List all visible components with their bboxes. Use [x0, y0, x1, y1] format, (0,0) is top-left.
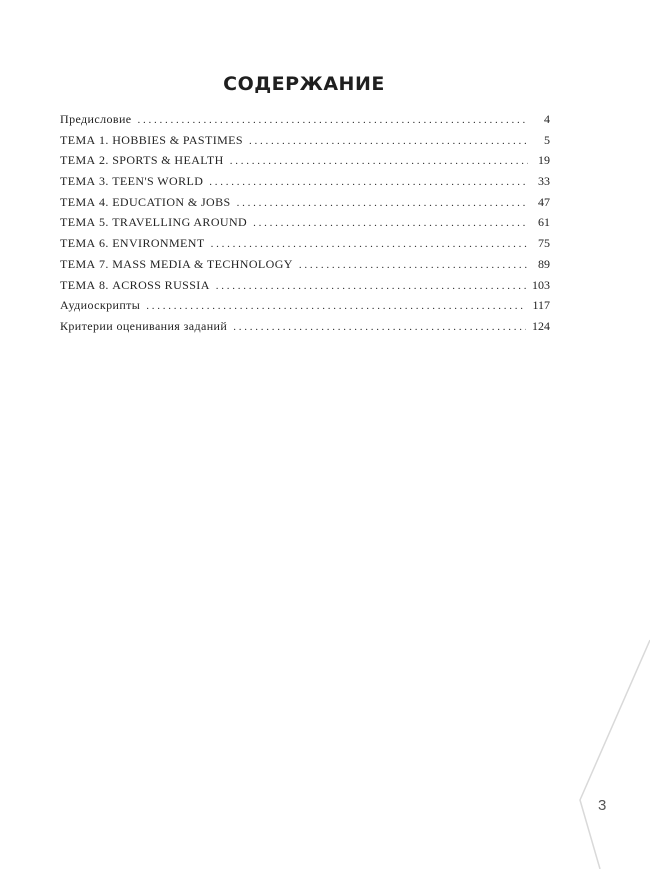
toc-entry-page: 19: [538, 153, 550, 168]
toc-entry[interactable]: [60, 150, 550, 171]
toc-leader-dots: [299, 255, 528, 276]
toc-leader-dots: [237, 193, 528, 214]
toc-entry-page: 89: [538, 256, 550, 271]
toc-entry-page: 61: [538, 215, 550, 230]
toc-entry[interactable]: [60, 316, 550, 337]
toc-leader-dots: [146, 296, 526, 317]
toc-leader-dots: [138, 110, 529, 131]
toc-entry-label: ТЕМА 8. ACROSS RUSSIA: [60, 277, 210, 292]
toc-leader-dots: [233, 317, 526, 338]
toc-entry-label: ТЕМА 7. MASS MEDIA & TECHNOLOGY: [60, 256, 293, 271]
toc-entry-label: ТЕМА 4. EDUCATION & JOBS: [60, 194, 231, 209]
toc-leader-dots: [209, 172, 528, 193]
toc-entry-label: ТЕМА 5. TRAVELLING AROUND: [60, 215, 248, 230]
toc-leader-dots: [216, 276, 526, 297]
toc-entry-label: ТЕМА 1. HOBBIES & PASTIMES: [60, 132, 243, 147]
toc-entry-label: Предисловие: [60, 112, 132, 126]
toc-entry-label: Критерии оценивания заданий: [60, 318, 228, 333]
toc-entry-page: 75: [538, 236, 550, 251]
toc-entry[interactable]: [60, 233, 550, 254]
toc-entry-label: Аудиоскрипты: [60, 298, 141, 313]
table-of-contents: [60, 109, 550, 337]
toc-entry[interactable]: [60, 192, 550, 213]
toc-leader-dots: [230, 151, 528, 172]
toc-entry-page: 5: [544, 132, 550, 147]
toc-entry-label: ТЕМА 3. TEEN'S WORLD: [60, 174, 204, 189]
toc-entry-page: 124: [532, 318, 550, 333]
toc-entry-label: ТЕМА 2. SPORTS & HEALTH: [60, 153, 224, 168]
toc-leader-dots: [249, 131, 528, 152]
toc-entry[interactable]: [60, 212, 550, 233]
toc-entry-label: ТЕМА 6. ENVIRONMENT: [60, 236, 205, 251]
toc-entry[interactable]: [60, 254, 550, 275]
toc-entry-page: 103: [532, 277, 550, 292]
toc-entry[interactable]: [60, 130, 550, 151]
toc-entry-page: 47: [538, 194, 550, 209]
toc-leader-dots: [253, 213, 528, 234]
toc-entry[interactable]: [60, 275, 550, 296]
toc-leader-dots: [211, 234, 528, 255]
page-title: СОДЕРЖАНИЕ: [223, 72, 385, 95]
toc-entry[interactable]: [60, 109, 550, 130]
toc-entry[interactable]: [60, 295, 550, 316]
page-number: 3: [598, 797, 607, 814]
toc-entry-page: 4: [544, 112, 550, 126]
toc-entry-page: 33: [538, 174, 550, 189]
toc-entry[interactable]: [60, 171, 550, 192]
toc-entry-page: 117: [532, 298, 550, 313]
